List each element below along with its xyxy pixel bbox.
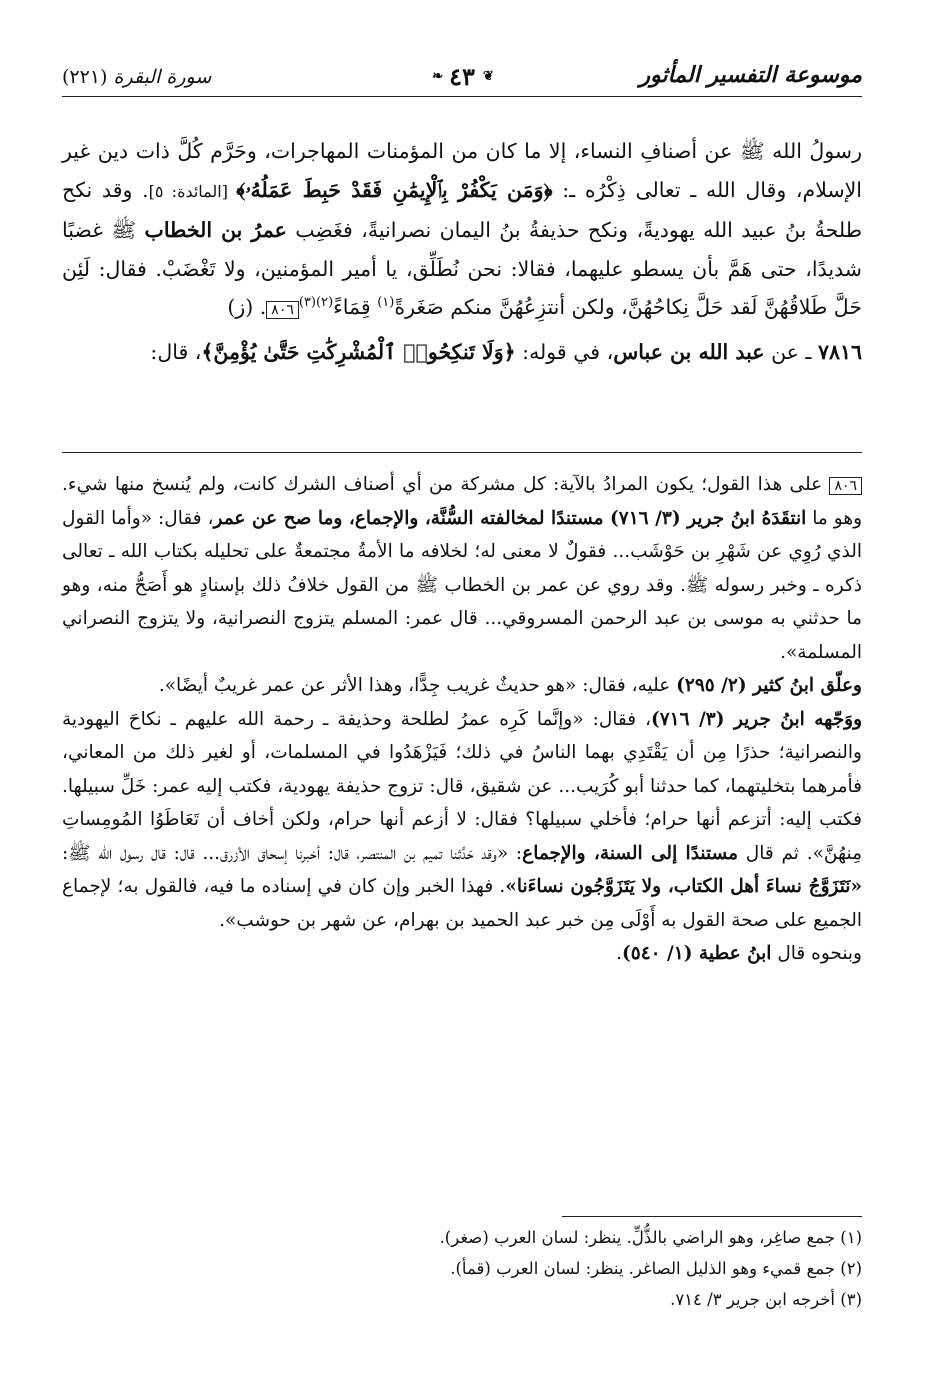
paragraph (62, 132, 862, 327)
note-paragraph (62, 703, 862, 938)
main-text (62, 132, 862, 371)
text: ﷺ غضبًا شديدًا، حتى هَمَّ بأن يسطو عليهما، فقالا: نحن نُطَلِّق، يا أمير المؤمنين، ولا تَغْضَبْ. فقال: لَئِن حَلَّ طَلاقُهُنَّ لَقد حَلَّ نِكاحُهُنَّ، ولكن أنتزِعُهُنَّ منكم صَغَرةً (62, 218, 862, 319)
note-paragraph (62, 669, 862, 703)
text: : «وقد حَدَّثنا تميم بن المنتصر، قال: أخبرنا إسحاق الأزرق... قال: قال رسول الله ﷺ: (62, 842, 523, 864)
surah-label (62, 66, 211, 88)
text: . (ز) (227, 295, 267, 319)
entry-number: ٧٨١٦ (817, 339, 862, 364)
note-paragraph (62, 468, 862, 669)
footnote-marker[interactable]: (١) (377, 295, 395, 311)
narrator-name: عبد الله بن عباس (613, 339, 765, 364)
text: وبنحوه قال (771, 943, 862, 964)
footnote-marker[interactable]: (٢)(٣) (298, 295, 334, 311)
text: ، قال: (150, 339, 202, 364)
bold-text: ووَجّهه ابنُ جرير (٣/ ٧١٦) (650, 708, 862, 730)
text: ـ عن (764, 339, 818, 364)
bold-text: انتقَدَهُ ابنُ جرير (٣/ ٧١٦) مستندًا لمخالفته السُّنَّة، والإجماع، وما صح عن عمر (213, 507, 807, 529)
page-number: ٤٣ (449, 62, 475, 91)
narrator-name: عمرُ بن الخطاب (144, 218, 287, 242)
paragraph (62, 333, 862, 372)
note-reference-box[interactable]: ٨٠٦ (266, 301, 299, 319)
bold-text: مستندًا إلى السنة، والإجماع (522, 842, 738, 864)
text: ، فقال: «وإنَّما كَرِه عمرُ لطلحة وحذيفة ـ رحمة الله عليهم ـ نكاحَ اليهودية والنصرانية؛ حذرًا مِن أن يَقْتَدِي بهما الناسُ في ذلك؛ فَيَزْهَدُوا في المسلمات، أو لغير ذلك من المعاني، فأمرهما بتخليتهما، كما حدثنا أبو كُرَيب... عن شقيق، قال: تزوج حذيفة يهودية، فكتب إليه عمر: خَلِّ سبيلها. فكتب إليه: أتزعم أنها حرام؛ فأخلي سبيلها؟ فقال: لا أزعم أنها حرام، ولكن أخاف أن تَعَاطَوُا المُومِساتِ مِنهُنَّ». ثم قال (62, 708, 863, 864)
footnotes (62, 1222, 862, 1315)
text: قِمَاءً (333, 295, 378, 319)
text: ، في قوله: (515, 339, 614, 364)
quran-verse: ﴿وَلَا تَنكِحُوا۟ ٱلْمُشْرِكَٰتِ حَتَّىٰ يُؤْمِنَّ﴾ (201, 339, 516, 364)
commentary-notes (62, 468, 862, 971)
surah-title: سورة البقرة (113, 66, 212, 88)
ornament-icon: ❦ (482, 69, 492, 84)
footnote-separator (562, 1216, 862, 1217)
series-title: موسوعة التفسير المأثور (639, 62, 862, 88)
bold-text: ابنُ عطية (١/ ٥٤٠) (622, 943, 772, 964)
page-number-group (432, 62, 492, 91)
text: ، فقال: «وأما القول الذي رُوِي عن شَهْرِ بن حَوْشَب... فقولٌ لا معنى له؛ لخلافه ما الأمةُ مجتمعةٌ على تحليله بكتاب الله ـ تعالى ذكره ـ وخبر رسوله ﷺ. وقد روي عن عمر بن الخطاب ﷺ من القول خلافُ ذلك بإسنادٍ هو أَصَحُّ منه، وهو ما حدثني به موسى بن عبد الرحمن المسروقي... قال عمر: المسلم يتزوج النصرانية، ولا يتزوج النصراني المسلمة». (62, 507, 862, 663)
footnote: (١) جمع صاغِر، وهو الراضي بالذُّلِّ. ينظر: لسان العرب (صغر). (439, 1228, 862, 1247)
text: . وقد نكح طلحةُ بنُ عبيد الله يهوديةً، ونكح حذيفةُ بنُ اليمان نصرانيةً، فغَضِب (62, 177, 863, 242)
verse-reference: [المائدة: ٥] (148, 181, 237, 201)
bold-text: «نَتَزَوَّجُ نساءَ أهل الكتاب، ولا يَتَزَوَّجُون نساءَنا» (505, 876, 863, 897)
note-paragraph (62, 937, 862, 971)
text: على هذا القول؛ يكون المرادُ بالآية: كل مشركة من أي أصناف الشرك كانت، ولم يُنسخ منها شيء. وهو ما (62, 474, 863, 529)
ornament-icon: ❧ (432, 69, 442, 84)
bold-text: وعلّق ابنُ كثير (٢/ ٢٩٥) (676, 675, 862, 696)
footnote: (٢) جمع قميء وهو الذليل الصاغر. ينظر: لسان العرب (قمأ). (450, 1259, 862, 1278)
header-rule (62, 96, 862, 97)
text: رسولُ الله ﷺ عن أصنافِ النساء، إلا ما كان من المؤمنات المهاجرات، وحَرَّم كُلَّ ذات دين غير الإسلام، وقال الله ـ تعالى ذِكْرُه ـ: (62, 139, 863, 202)
text: . (616, 943, 622, 964)
notes-separator (62, 452, 862, 453)
verse-number: (٢٢١) (62, 66, 108, 88)
text: . فهذا الخبر وإن كان في إسناده ما فيه، فالقول به؛ لإجماع الجميع على صحة القول به أَوْلَى مِن خبر عبد الحميد بن بهرام، عن شهر بن حوشب». (62, 876, 862, 931)
note-number-box: ٨٠٦ (829, 477, 862, 495)
quran-verse: ﴿وَمَن يَكْفُرْ بِٱلْإِيمَٰنِ فَقَدْ حَبِطَ عَمَلُهُۥ﴾ (236, 177, 553, 202)
text: عليه، فقال: «هو حديثٌ غريب جِدًّا، وهذا الأثر عن عمر غريبٌ أيضًا». (158, 675, 677, 696)
footnote: (٣) أخرجه ابن جرير ٣/ ٧١٤. (670, 1290, 862, 1309)
